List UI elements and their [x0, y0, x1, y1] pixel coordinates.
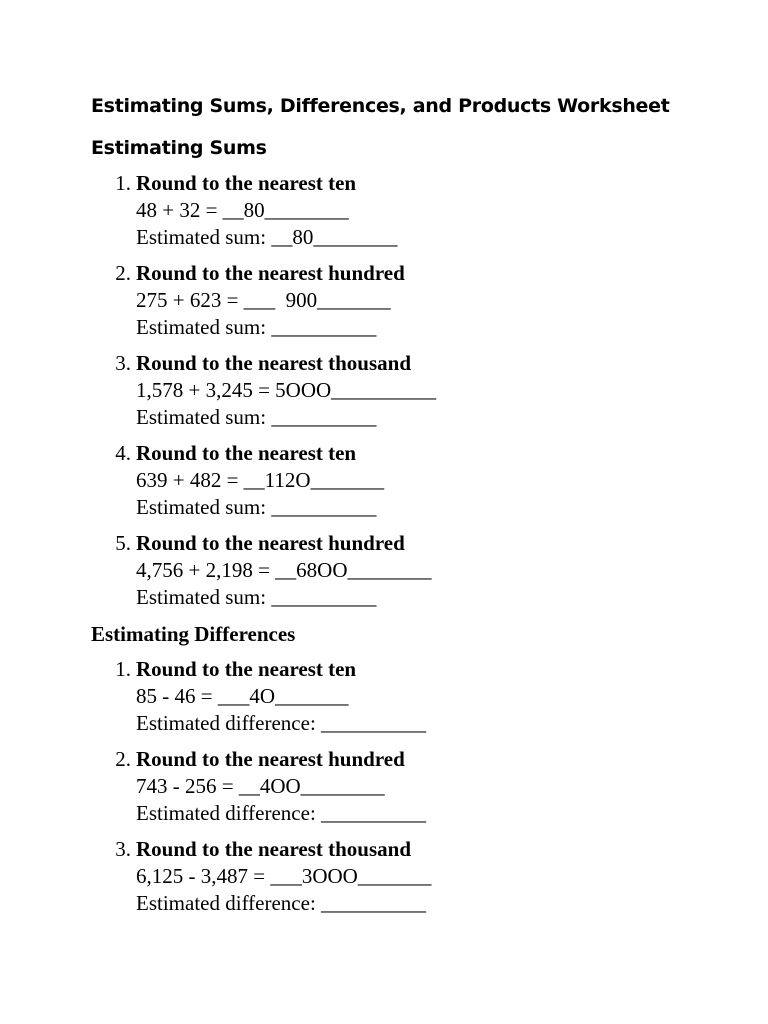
sums-problem-2	[91, 260, 731, 341]
differences-problem-3	[91, 836, 731, 917]
differences-problem-2	[91, 746, 731, 827]
problem-number: 1.	[115, 171, 131, 195]
problem-instruction: Round to the nearest thousand	[136, 351, 411, 375]
problem-number: 4.	[115, 441, 131, 465]
problem-instruction: Round to the nearest hundred	[136, 747, 405, 771]
sums-problem-1	[91, 170, 731, 251]
problem-number: 3.	[115, 351, 131, 375]
problem-number: 5.	[115, 531, 131, 555]
section-heading-sums: Estimating Sums	[91, 137, 267, 159]
problem-estimate: Estimated difference: __________	[136, 801, 427, 825]
problem-equation: 639 + 482 = __112O_______	[136, 468, 385, 492]
problem-equation: 48 + 32 = __80________	[136, 198, 349, 222]
problem-estimate: Estimated sum: __________	[136, 495, 377, 519]
sums-problem-list	[91, 170, 731, 611]
section-heading-differences: Estimating Differences	[91, 622, 296, 646]
problem-equation: 275 + 623 = ___ 900_______	[136, 288, 391, 312]
problem-instruction: Round to the nearest ten	[136, 441, 357, 465]
problem-number: 2.	[115, 261, 131, 285]
problem-number: 1.	[115, 657, 131, 681]
sums-problem-4	[91, 440, 731, 521]
differences-problem-list	[91, 656, 731, 917]
problem-estimate: Estimated difference: __________	[136, 711, 427, 735]
problem-equation: 743 - 256 = __4OO________	[136, 774, 385, 798]
problem-equation: 6,125 - 3,487 = ___3OOO_______	[136, 864, 432, 888]
problem-equation: 4,756 + 2,198 = __68OO________	[136, 558, 432, 582]
problem-estimate: Estimated sum: __80________	[136, 225, 398, 249]
worksheet-title: Estimating Sums, Differences, and Products Worksheet	[91, 95, 670, 117]
problem-estimate: Estimated difference: __________	[136, 891, 427, 915]
problem-estimate: Estimated sum: __________	[136, 585, 377, 609]
problem-instruction: Round to the nearest ten	[136, 657, 357, 681]
problem-equation: 85 - 46 = ___4O_______	[136, 684, 349, 708]
problem-instruction: Round to the nearest hundred	[136, 261, 405, 285]
problem-estimate: Estimated sum: __________	[136, 405, 377, 429]
problem-instruction: Round to the nearest thousand	[136, 837, 411, 861]
sums-problem-3	[91, 350, 731, 431]
sums-problem-5	[91, 530, 731, 611]
problem-estimate: Estimated sum: __________	[136, 315, 377, 339]
worksheet-content	[91, 92, 731, 926]
problem-number: 3.	[115, 837, 131, 861]
problem-equation: 1,578 + 3,245 = 5OOO__________	[136, 378, 437, 402]
problem-number: 2.	[115, 747, 131, 771]
problem-instruction: Round to the nearest hundred	[136, 531, 405, 555]
problem-instruction: Round to the nearest ten	[136, 171, 357, 195]
differences-problem-1	[91, 656, 731, 737]
